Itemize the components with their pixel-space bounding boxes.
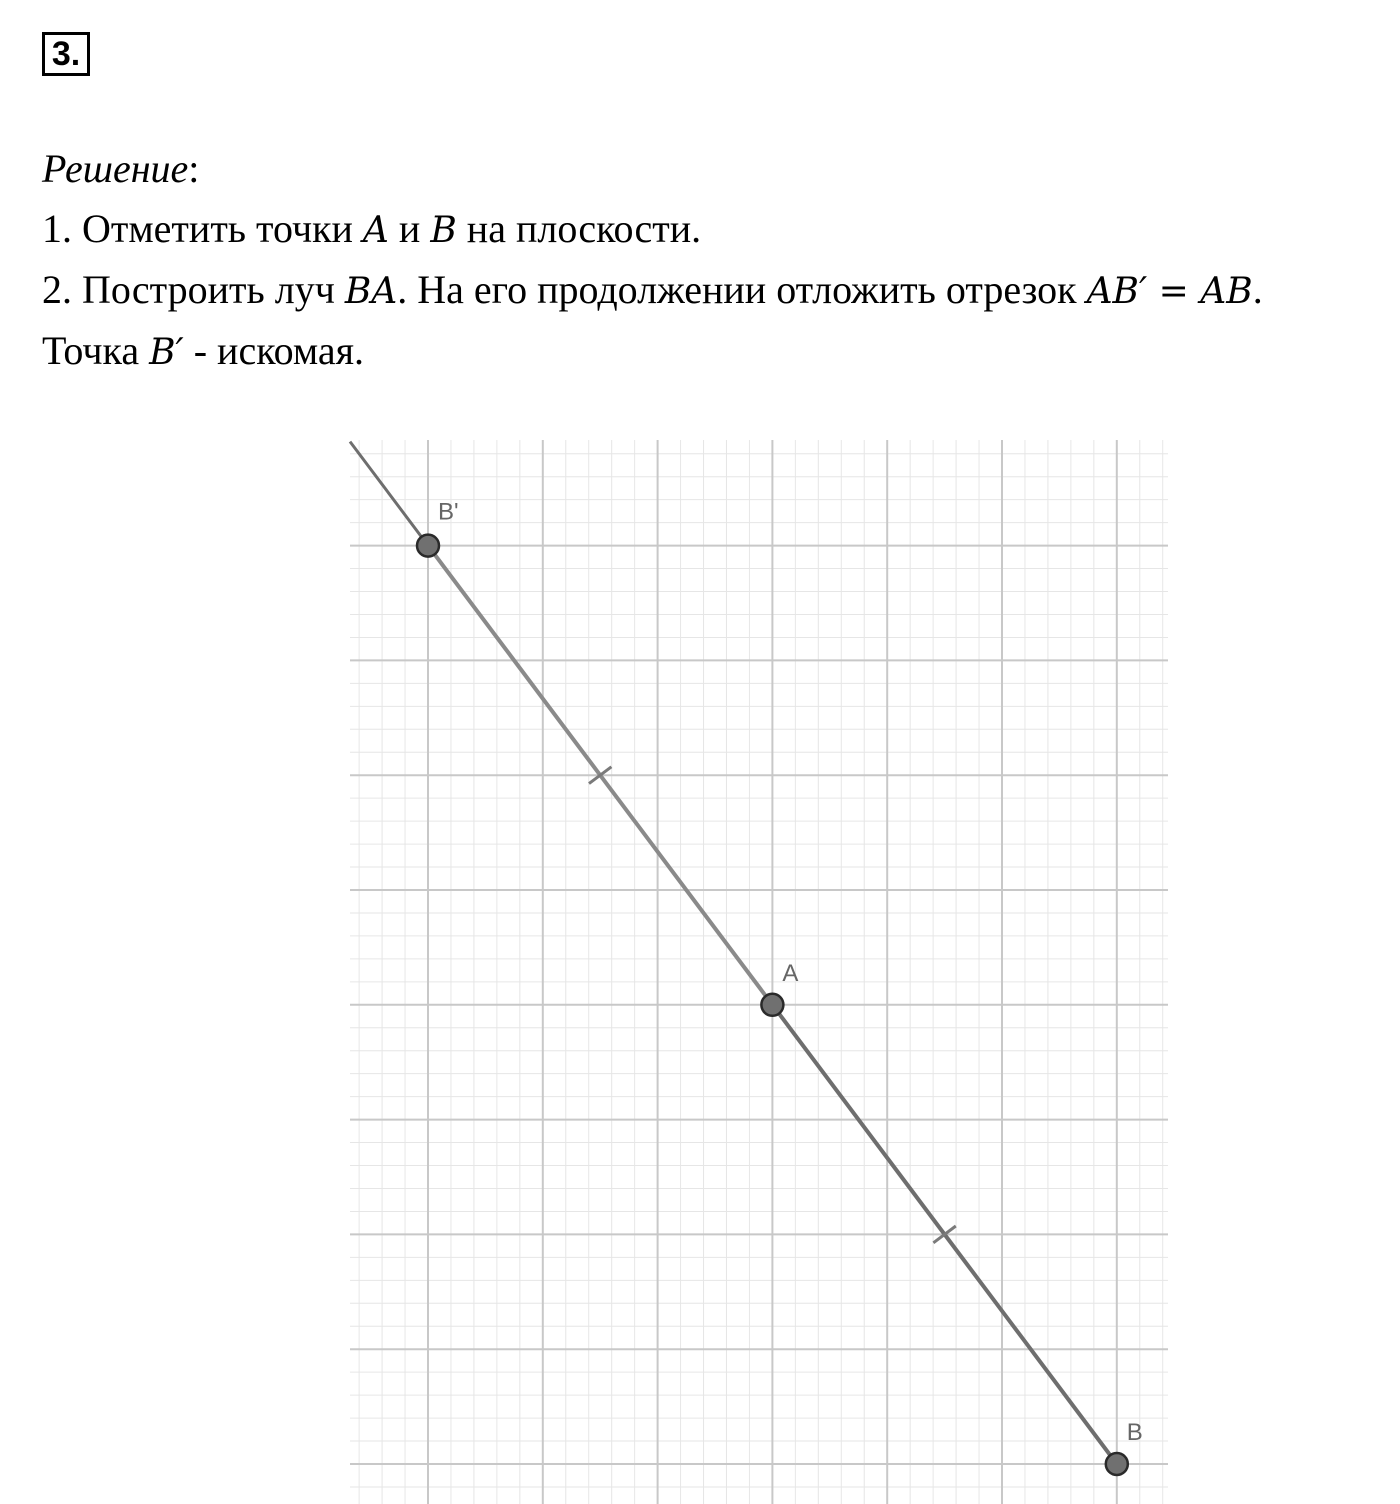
point-b-prime bbox=[417, 535, 439, 557]
step-1-point-a: A bbox=[362, 210, 389, 251]
step-2-segment-right: AB bbox=[1200, 271, 1253, 312]
step-2-prefix: 2. Построить луч bbox=[42, 267, 345, 312]
grid-minor-lines bbox=[350, 440, 1168, 1504]
step-3-suffix: - искомая. bbox=[183, 328, 365, 373]
problem-number: 3. bbox=[42, 32, 90, 76]
point-b bbox=[1106, 1453, 1128, 1475]
point-a bbox=[761, 994, 783, 1016]
solution-heading-colon: : bbox=[188, 146, 200, 191]
step-2-ray: BA bbox=[344, 271, 398, 312]
step-2-segment-left: AB′ bbox=[1086, 271, 1148, 312]
grid-major-lines bbox=[350, 440, 1168, 1504]
step-1-suffix: на плоскости. bbox=[456, 206, 702, 251]
step-3-point: B′ bbox=[149, 332, 184, 373]
geometry-layer bbox=[350, 442, 1128, 1475]
step-1-prefix: 1. Отметить точки bbox=[42, 206, 363, 251]
point-label-b: B bbox=[1126, 1419, 1143, 1446]
point-label-b-prime: B' bbox=[438, 498, 459, 526]
step-1-point-b: B bbox=[430, 210, 457, 251]
step-2-end: . bbox=[1252, 267, 1263, 312]
step-2-middle: . На его продолжении отложить отрезок bbox=[397, 267, 1087, 312]
step-3-prefix: Точка bbox=[42, 328, 150, 373]
point-label-a: A bbox=[782, 959, 799, 987]
step-2-equals: = bbox=[1147, 271, 1201, 312]
step-1-conj: и bbox=[388, 206, 431, 251]
solution-heading: Решение bbox=[42, 146, 189, 191]
